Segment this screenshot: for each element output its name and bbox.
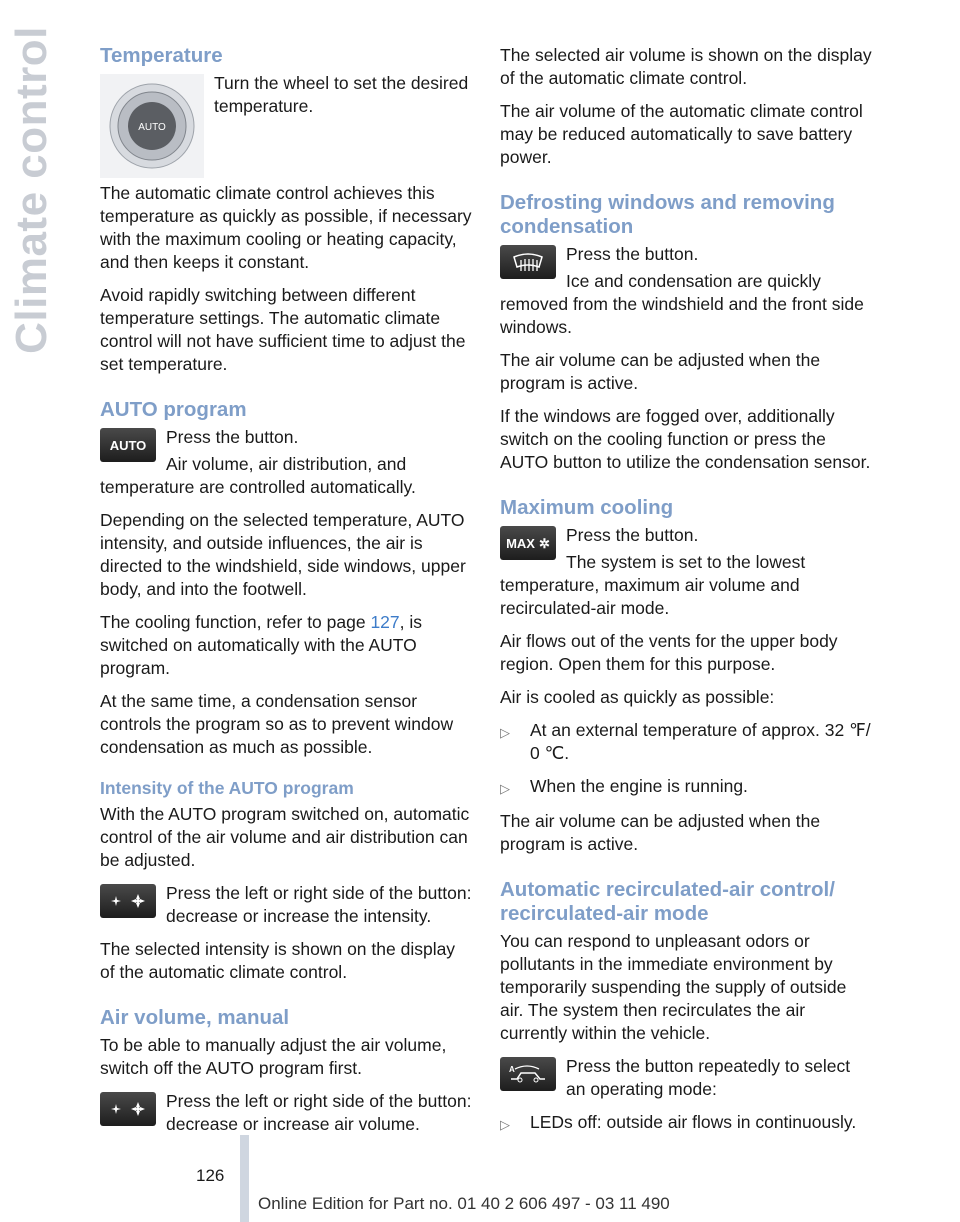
auto-program-p2-before: The cooling function, refer to page [100,612,371,632]
max-cooling-l2: The system is set to the lowest temperature, maximum air volume and recirculated-air mode. [500,552,806,618]
page-link[interactable]: 127 [370,612,400,632]
intensity-instruction: Press the left or right side of the button: decrease or increase the intensity. [166,883,472,926]
auto-program-p2 [100,611,474,680]
auto-program-p1: Depending on the selected temperature, AUTO intensity, and outside influences, the air is directed to the windshield, side windows, upper body, and into the footwell. [100,510,466,599]
temperature-p1: The automatic climate control achieves this temperature as quickly as possible, if necessary with the maximum cooling or heating capacity, and then keeps it constant. [100,183,472,272]
recirc-instruction: Press the button repeatedly to select an operating mode: [566,1056,851,1099]
max-cooling-p1: Air flows out of the vents for the upper body region. Open them for this purpose. [500,631,838,674]
bullet-text: At an external temperature of approx. 32 ℉/ 0 ℃. [530,720,871,763]
temperature-wheel-figure [100,74,204,178]
right-p2: The air volume of the automatic climate control may be reduced automatically to save battery power. [500,101,863,167]
bullet-triangle-icon: ▷ [500,1117,510,1132]
air-volume-instruction: Press the left or right side of the button: decrease or increase air volume. [166,1091,472,1134]
page-number: 126 [196,1166,225,1185]
max-button-icon [500,526,556,560]
auto-program-heading: AUTO program [100,398,247,421]
temperature-intro: Turn the wheel to set the desired temperature. [214,73,469,116]
list-item [500,719,874,765]
intensity-p2: The selected intensity is shown on the display of the automatic climate control. [100,939,456,982]
recirc-p1: You can respond to unpleasant odors or pollutants in the immediate environment by temporarily suspending the supply of outside air. The system then recirculates the air currently within the vehicle. [500,931,847,1043]
max-cooling-heading: Maximum cooling [500,496,674,519]
footer-divider [240,1135,249,1222]
defrost-heading: Defrosting windows and removing condensation [500,191,835,238]
max-cooling-p3: The air volume can be adjusted when the program is active. [500,811,821,854]
air-volume-heading: Air volume, manual [100,1006,290,1029]
svg-text:A: A [509,1065,515,1074]
auto-program-p3: At the same time, a condensation sensor controls the program so as to prevent window condensation as much as possible. [100,691,454,757]
auto-program-l1: Press the button. [166,427,299,447]
auto-program-p2-after: , is switched on automatically with the AUTO program. [100,612,423,678]
fan-button-icon-2 [100,1092,156,1126]
side-section-title [4,26,60,354]
snowflake-icon: ✲ [538,535,550,551]
bullet-text: LEDs off: outside air flows in continuously. [530,1112,857,1132]
svg-text:AUTO: AUTO [138,122,166,133]
intensity-heading: Intensity of the AUTO program [100,778,354,798]
auto-program-l2: Air volume, air distribution, and temperature are controlled automatically. [100,454,416,497]
defrost-button-icon [500,245,556,279]
defrost-p1: The air volume can be adjusted when the program is active. [500,350,821,393]
max-cooling-p2: Air is cooled as quickly as possible: [500,687,775,707]
list-item [500,1111,874,1136]
left-column [100,44,474,1146]
air-volume-p1: To be able to manually adjust the air volume, switch off the AUTO program first. [100,1035,447,1078]
temperature-wheel-icon [107,81,197,171]
auto-button-icon: AUTO [100,428,156,462]
side-title-text: Climate control [7,26,56,354]
temperature-p2: Avoid rapidly switching between different temperature settings. The automatic climate control will not have sufficient time to adjust the set temperature. [100,285,466,374]
temperature-heading: Temperature [100,44,223,67]
defrost-p2: If the windows are fogged over, additionally switch on the cooling function or press the AUTO button to utilize the condensation sensor. [500,406,871,472]
bullet-triangle-icon: ▷ [500,781,510,796]
right-p1: The selected air volume is shown on the display of the automatic climate control. [500,45,872,88]
footer-text: Online Edition for Part no. 01 40 2 606 497 - 03 11 490 [258,1194,670,1213]
max-button-label: MAX [506,535,535,551]
recirc-button-icon [500,1057,556,1091]
max-cooling-l1: Press the button. [566,525,699,545]
intensity-p1: With the AUTO program switched on, automatic control of the air volume and air distribution can be adjusted. [100,804,470,870]
defrost-l1: Press the button. [566,244,699,264]
recirc-heading: Automatic recirculated-air control/ recirculated-air mode [500,878,835,925]
bullet-triangle-icon: ▷ [500,725,510,740]
list-item [500,775,874,800]
defrost-l2: Ice and condensation are quickly removed from the windshield and the front side windows. [500,271,864,337]
right-column [500,44,874,1146]
bullet-text: When the engine is running. [530,776,748,796]
fan-button-icon [100,884,156,918]
